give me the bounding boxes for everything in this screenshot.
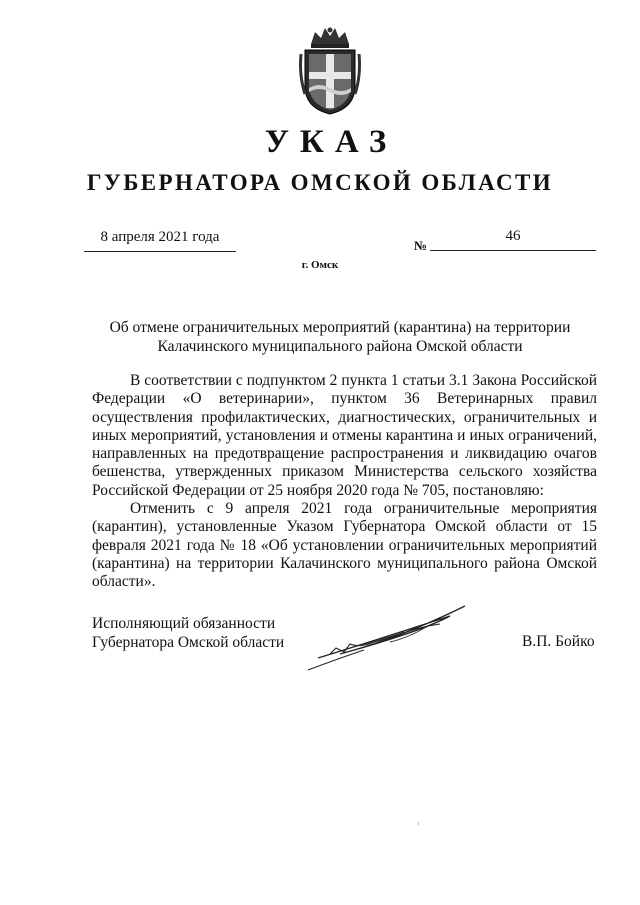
signatory-position <box>92 614 284 652</box>
signatory-name: В.П. Бойко <box>522 633 595 650</box>
heading-line-2: Калачинского муниципального района Омской области <box>157 337 523 355</box>
body-paragraph-1: В соответствии с подпунктом 2 пункта 1 статьи 3.1 Закона Российской Федерации «О ветеринарии», пунктом 36 Ветеринарных правил осуществления профилактических, диагностических, ограничительных и иных мероприятий, установления и отмены карантина и иных ограничений, направленных на предотвращение распространения и ликвидацию очагов бешенства, утвержденных приказом Министерства сельского хозяйства Российской Федерации от 25 ноября 2020 года № 705, постановляю: <box>92 372 597 499</box>
document-number: 46 <box>505 228 521 244</box>
handwritten-signature <box>300 598 470 678</box>
position-line-2: Губернатора Омской области <box>92 634 285 651</box>
heading-line-1: Об отмене ограничительных мероприятий (карантина) на территории <box>109 319 571 336</box>
coat-of-arms-icon <box>297 24 363 116</box>
number-sign: № <box>414 238 428 253</box>
page-mark <box>418 822 419 825</box>
position-line-1: Исполняющий обязанности <box>92 615 276 632</box>
document-heading <box>90 319 590 356</box>
document-date: 8 апреля 2021 года <box>100 229 220 245</box>
body-paragraph-2: Отменить с 9 апреля 2021 года ограничительные мероприятия (карантин), установленные Указом Губернатора Омской области от 15 февраля 2021 года № 18 «Об установлении ограничительных мероприятий (карантина) на территории Калачинского муниципального района Омской области». <box>92 500 597 591</box>
document-subtitle: ГУБЕРНАТОРА ОМСКОЙ ОБЛАСТИ <box>86 170 554 195</box>
date-field <box>84 229 236 252</box>
city-label: г. Омск <box>301 259 339 271</box>
number-field <box>430 228 596 251</box>
document-title: УКАЗ <box>264 124 398 160</box>
